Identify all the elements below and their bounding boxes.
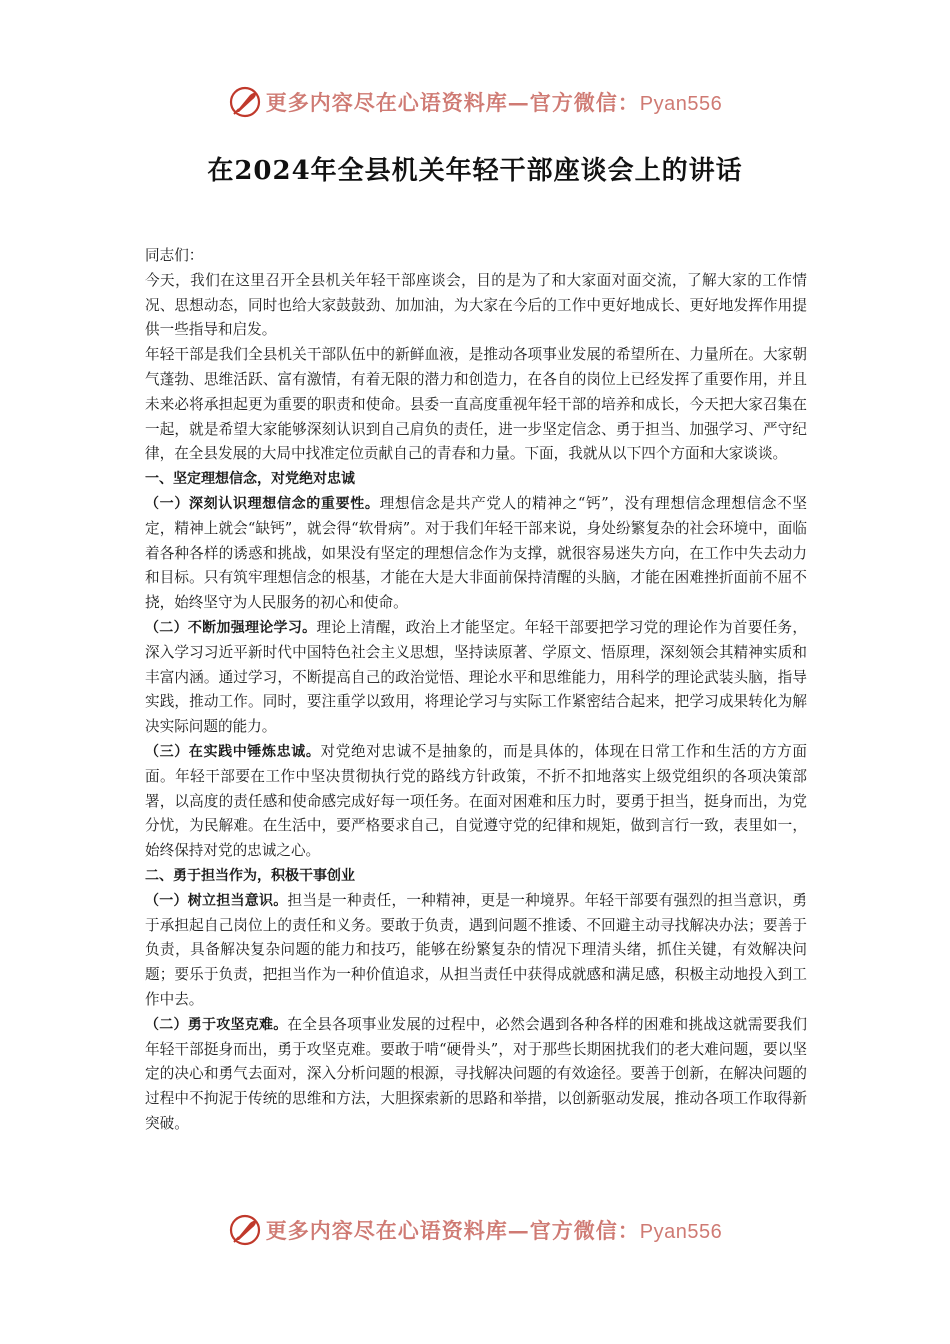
- section-1-item-1: [145, 492, 807, 616]
- quill-pen-logo-icon: [228, 1213, 262, 1247]
- intro-paragraph-2: 年轻干部是我们全县机关干部队伍中的新鲜血液，是推动各项事业发展的希望所在、力量所在。大家朝气蓬勃、思维活跃、富有激情，有着无限的潜力和创造力，在各自的岗位上已经发挥了重要作用，并且未来必将承担起更为重要的职责和使命。县委一直高度重视年轻干部的培养和成长，今天把大家召集在一起，就是希望大家能够深刻认识到自己肩负的责任，进一步坚定信念、勇于担当、加强学习、严守纪律，在全县发展的大局中找准定位贡献自己的青春和力量。下面，我就从以下四个方面和大家谈谈。: [145, 346, 807, 463]
- quill-pen-logo-icon: [228, 85, 262, 119]
- page-title: 在2024年全县机关年轻干部座谈会上的讲话: [207, 156, 743, 186]
- section-1-item-3-lead: （三）在实践中锤炼忠诚。: [145, 743, 321, 760]
- banner-wechat-id: Pyan556: [639, 1221, 723, 1243]
- banner-text: [266, 87, 722, 117]
- footer-watermark-banner: [0, 1208, 950, 1252]
- section-2-item-1: [145, 889, 807, 1013]
- section-1-item-2-lead: （二）不断加强理论学习。: [145, 619, 317, 636]
- intro-paragraph-1: 今天，我们在这里召开全县机关年轻干部座谈会，目的是为了和大家面对面交流，了解大家的工作情况、思想动态，同时也给大家鼓鼓劲、加加油，为大家在今后的工作中更好地成长、更好地发挥作用提供一些指导和启发。: [145, 271, 807, 339]
- section-1-item-1-text: 理想信念是共产党人的精神之“钙”，没有理想信念理想信念不坚定，精神上就会“缺钙”，就会得“软骨病”。对于我们年轻干部来说，身处纷繁复杂的社会环境中，面临着各种各样的诱惑和挑战，如果没有坚定的理想信念作为支撑，就很容易迷失方向，在工作中失去动力和目标。只有筑牢理想信念的根基，才能在大是大非面前保持清醒的头脑，才能在困难挫折面前不屈不挠，始终坚守为人民服务的初心和使命。: [145, 494, 807, 612]
- section-1-item-1-lead: （一）深刻认识理想信念的重要性。: [145, 495, 380, 512]
- banner-slogan: 更多内容尽在心语资料库—官方微信：: [265, 90, 640, 115]
- section-1-item-2-text: 理论上清醒，政治上才能坚定。年轻干部要把学习党的理论作为首要任务，深入学习习近平新时代中国特色社会主义思想，坚持读原著、学原文、悟原理，深刻领会其精神实质和丰富内涵。通过学习，不断提高自己的政治觉悟、理论水平和思维能力，用科学的理论武装头脑，指导实践，推动工作。同时，要注重学以致用，将理论学习与实际工作紧密结合起来，把学习成果转化为解决实际问题的能力。: [145, 618, 807, 736]
- section-2-heading: 二、勇于担当作为，积极干事创业: [145, 867, 355, 884]
- salutation: 同志们：: [145, 247, 204, 264]
- section-2-item-2-lead: （二）勇于攻坚克难。: [145, 1016, 288, 1033]
- section-2-item-2-text: 在全县各项事业发展的过程中，必然会遇到各种各样的困难和挑战这就需要我们年轻干部挺身而出，勇于攻坚克难。要敢于啃“硬骨头”，对于那些长期困扰我们的老大难问题，要以坚定的决心和勇气去面对，深入分析问题的根源，寻找解决问题的有效途径。要善于创新，在解决问题的过程中不拘泥于传统的思维和方法，大胆探索新的思路和举措，以创新驱动发展，推动各项工作取得新突破。: [145, 1015, 807, 1132]
- section-2-item-1-text: 担当是一种责任，一种精神，更是一种境界。年轻干部要有强烈的担当意识，勇于承担起自己岗位上的责任和义务。要敢于负责，遇到问题不推诿、不回避主动寻找解决办法；要善于负责，具备解决复杂问题的能力和技巧，能够在纷繁复杂的情况下理清头绪，抓住关键，有效解决问题；要乐于负责，把担当作为一种价值追求，从担当责任中获得成就感和满足感，积极主动地投入到工作中去。: [145, 891, 807, 1008]
- header-watermark-banner: [0, 80, 950, 124]
- section-1-item-3-text: 对党绝对忠诚不是抽象的，而是具体的，体现在日常工作和生活的方方面面。年轻干部要在工作中坚决贯彻执行党的路线方针政策，不折不扣地落实上级党组织的各项决策部署，以高度的责任感和使命感完成好每一项任务。在面对困难和压力时，要勇于担当，挺身而出，为党分忧，为民解难。在生活中，要严格要求自己，自觉遵守党的纪律和规矩，做到言行一致，表里如一，始终保持对党的忠诚之心。: [145, 742, 807, 860]
- section-2-item-2: [145, 1013, 807, 1137]
- document-body: [145, 244, 807, 1137]
- banner-wechat-id: Pyan556: [639, 93, 723, 115]
- banner-slogan: 更多内容尽在心语资料库—官方微信：: [265, 1218, 640, 1243]
- section-1-heading: 一、坚定理想信念，对党绝对忠诚: [145, 471, 355, 488]
- section-1-item-2: [145, 616, 807, 740]
- banner-text: [266, 1215, 722, 1245]
- section-2-item-1-lead: （一）树立担当意识。: [145, 892, 288, 909]
- section-1-item-3: [145, 740, 807, 864]
